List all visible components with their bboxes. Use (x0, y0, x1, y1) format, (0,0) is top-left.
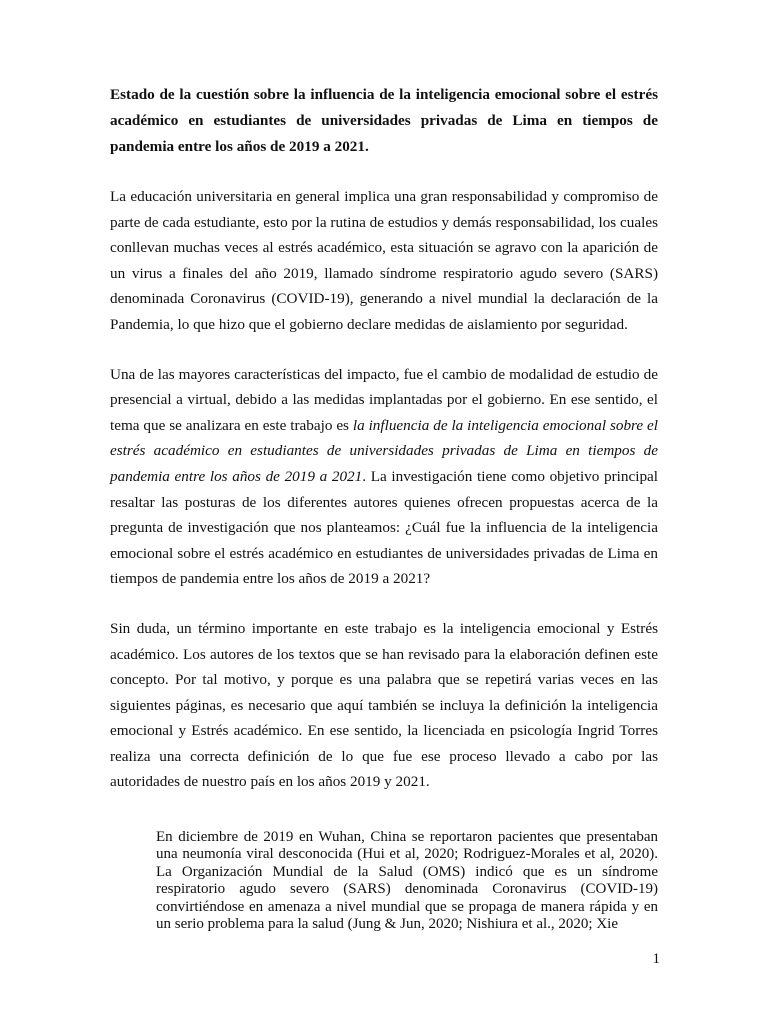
paragraph-topic-italic-text: la influencia de la inteligencia emocional sobre el estrés académico en estudiantes de universidades privadas de Lima en tiempos de pandemia entre los años de 2019 a 2021 (110, 416, 658, 485)
document-body (110, 82, 658, 819)
paragraph-definition: Sin duda, un término importante en este trabajo es la inteligencia emocional y Estrés académico. Los autores de los textos que se han revisado para la elaboración definen este concepto. Por tal motivo, y porque es una palabra que se repetirá varias veces en las siguientes páginas, es necesario que aquí también se incluya la definición la inteligencia emocional y Estrés académico. En ese sentido, la licenciada en psicología Ingrid Torres realiza una correcta definición de lo que fue ese proceso llevado a cabo por las autoridades de nuestro país en los años 2019 y 2021. (110, 619, 658, 791)
page-number: 1 (652, 951, 660, 967)
paragraph-topic-text-start: Una de las mayores características del impacto, fue el cambio de modalidad de estudio de presencial a virtual, debido a las medidas implantadas por el gobierno. En ese sentido, el tema que se analizara en este trabajo es (110, 365, 658, 434)
paragraph-topic-text-end: . La investigación tiene como objetivo principal resaltar las posturas de los diferentes autores quienes ofrecen propuestas acerca de la pregunta de investigación que nos planteamos: ¿Cuál fue la influencia de la inteligencia emocional sobre el estrés académico en estudiantes de universidades privadas de Lima en tiempos de pandemia entre los años de 2019 a 2021? (110, 467, 659, 588)
block-quote: En diciembre de 2019 en Wuhan, China se reportaron pacientes que presentaban una neumonía viral desconocida (Hui et al, 2020; Rodriguez-Morales et al, 2020). La Organización Mundial de la Salud (OMS) indicó que es un síndrome respiratorio agudo severo (SARS) denominada Coronavirus (COVID-19) convirtiéndose en amenaza a nivel mundial que se propaga de manera rápida y en un serio problema para la salud (Jung & Jun, 2020; Nishiura et al., 2020; Xie (156, 829, 658, 933)
paragraph-topic (110, 362, 658, 592)
document-title: Estado de la cuestión sobre la influencia de la inteligencia emocional sobre el estrés académico en estudiantes de universidades privadas de Lima en tiempos de pandemia entre los años de 2019 a 2021. (110, 86, 658, 155)
paragraph-introduction: La educación universitaria en general implica una gran responsabilidad y compromiso de parte de cada estudiante, esto por la rutina de estudios y demás responsabilidad, los cuales conllevan muchas veces al estrés académico, esta situación se agravo con la aparición de un virus a finales del año 2019, llamado síndrome respiratorio agudo severo (SARS) denominada Coronavirus (COVID-19), generando a nivel mundial la declaración de la Pandemia, lo que hizo que el gobierno declare medidas de aislamiento por seguridad. (110, 188, 658, 333)
